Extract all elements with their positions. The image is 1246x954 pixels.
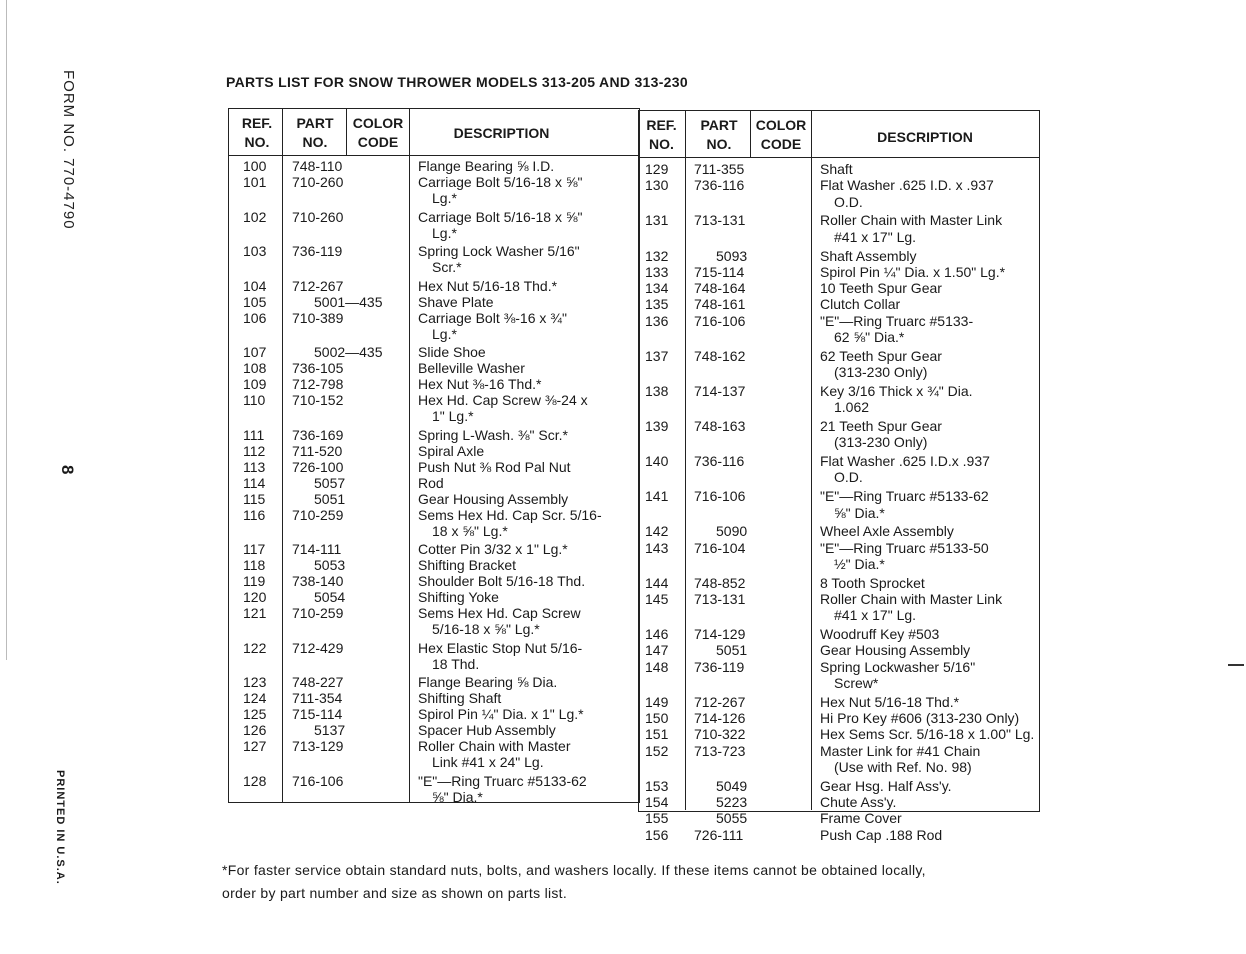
part-number: 5223 [716,794,748,811]
ref-number: 129 [645,161,669,177]
ref-number: 127 [243,738,267,754]
description-line: 8 Tooth Sprocket [820,574,925,591]
description-line: O.D. [834,193,863,210]
ref-number: 130 [645,177,669,194]
part-number: 712-267 [694,693,746,710]
part-number: 712-429 [292,639,344,656]
part-number: 716-106 [694,312,746,329]
part-number: 711-520 [292,442,343,459]
description-line: Lg.* [432,224,457,241]
part-number: 5001—435 [314,293,383,310]
description-line: Woodruff Key #503 [820,626,940,643]
part-number: 5090 [716,523,748,540]
header-part-line1: PART [700,117,738,133]
header-ref-line1: REF. [241,115,273,131]
ref-number: 113 [243,458,266,475]
part-number: 716-104 [694,539,746,556]
part-number: 748-110 [292,158,343,174]
footnote-line-2: order by part number and size as shown on parts list. [222,885,568,901]
ref-number: 126 [243,722,267,738]
description-line: 10 Teeth Spur Gear [820,280,942,297]
part-number: 711-354 [292,690,343,706]
header-color-line1: COLOR [755,117,807,133]
part-number: 710-322 [694,726,746,743]
ref-number: 124 [243,690,267,706]
ref-number: 122 [243,639,267,656]
part-number: 714-126 [694,710,746,727]
part-number: 5055 [716,810,748,827]
part-number: 710-259 [292,506,344,523]
description-line: Shifting Yoke [418,589,499,605]
ref-number: 135 [645,296,669,313]
description-line: Shaft Assembly [820,247,917,264]
part-number: 714-129 [694,626,746,643]
header-color-line1: COLOR [352,115,404,131]
description-line: Screw* [834,675,879,691]
ref-number: 137 [645,347,669,364]
ref-number: 143 [645,539,669,556]
header-ref-left [232,114,282,152]
part-number: 711-355 [694,161,745,177]
description-line: Shoulder Bolt 5/16-18 Thd. [418,573,586,589]
part-number: 710-152 [292,392,344,408]
description-line: Spring Lockwasher 5/16" [820,658,976,675]
description-line: Flat Washer .625 I.D. x .937 [820,177,994,194]
part-number: 748-161 [694,296,746,313]
ref-number: 114 [243,474,266,491]
ref-number: 142 [645,523,669,540]
description-line: 62 ⅝" Dia.* [834,329,905,345]
ref-number: 103 [243,243,267,259]
ref-number: 125 [243,706,267,722]
ref-number: 138 [645,382,669,399]
part-number: 736-119 [292,243,343,259]
part-number: 726-111 [694,826,744,843]
part-number: 712-267 [292,277,344,294]
page-number: 8 [58,465,77,475]
header-part-right [688,116,750,154]
part-number: 713-131 [694,212,746,229]
description-line: 62 Teeth Spur Gear [820,347,942,364]
description-line: Flat Washer .625 I.D.x .937 [820,453,990,470]
description-line: Master Link for #41 Chain [820,742,981,759]
ref-number: 102 [243,208,267,225]
part-number: 736-116 [694,177,745,194]
description-line: Carriage Bolt 5/16-18 x ⅝" [418,174,583,190]
description-line: Flange Bearing ⅝ Dia. [418,674,558,690]
part-number: 5057 [314,474,346,491]
header-ref-line2: NO. [649,136,674,152]
description-line: Hex Elastic Stop Nut 5/16- [418,639,583,656]
left-header-rule [228,155,639,156]
ref-number: 131 [645,212,669,229]
part-number: 716-106 [694,488,746,505]
ref-number: 153 [645,777,669,794]
ref-number: 133 [645,263,669,280]
part-number: 736-116 [694,453,745,470]
description-line: Spirol Pin ¼" Dia. x 1" Lg.* [418,706,584,722]
description-line: Flange Bearing ⅝ I.D. [418,158,555,174]
header-color-right [751,116,811,154]
description-line: Shave Plate [418,293,494,310]
header-color-left [347,114,409,152]
ref-number: 146 [645,626,669,643]
ref-number: 136 [645,312,669,329]
description-line: #41 x 17" Lg. [834,228,917,245]
ref-number: 118 [243,557,266,573]
description-line: "E"—Ring Truarc #5133-62 [418,772,587,789]
part-number: 710-259 [292,605,344,621]
description-line: Clutch Collar [820,296,901,313]
description-line: "E"—Ring Truarc #5133- [820,312,974,329]
description-line: Frame Cover [820,810,902,827]
ref-number: 115 [243,490,266,507]
ref-number: 116 [243,506,266,523]
ref-number: 151 [645,726,669,743]
ref-number: 123 [243,674,267,690]
part-number: 5002—435 [314,344,383,360]
ref-number: 145 [645,591,669,607]
part-number: 5137 [314,722,346,738]
description-line: Key 3/16 Thick x ¾" Dia. [820,382,973,399]
header-part-line1: PART [296,115,334,131]
description-line: (313-230 Only) [834,364,928,381]
description-line: Hex Nut ⅜-16 Thd.* [418,376,542,392]
description-line: Lg.* [432,190,457,206]
ref-number: 110 [243,392,266,408]
part-number: 715-114 [292,706,343,722]
part-number: 736-105 [292,360,344,376]
ref-number: 144 [645,574,669,591]
part-number: 716-106 [292,772,344,789]
description-line: (Use with Ref. No. 98) [834,759,972,775]
description-line: ⅝" Dia.* [834,504,885,521]
description-line: Rod [418,474,444,491]
ref-number: 100 [243,158,267,174]
part-number: 748-163 [694,418,746,434]
ref-number: 119 [243,573,266,589]
description-line: 5/16-18 x ⅝" Lg.* [432,621,540,637]
description-line: Gear Housing Assembly [820,642,971,659]
header-description-left: DESCRIPTION [453,125,550,141]
header-part-line2: NO. [706,136,732,152]
part-number: 713-131 [694,591,746,607]
part-number: 5049 [716,777,748,794]
description-line: Push Cap .188 Rod [820,826,943,843]
ref-number: 106 [243,309,267,326]
ref-number: 108 [243,360,267,376]
part-number: 710-389 [292,309,344,326]
part-number: 5093 [716,247,748,264]
form-number: FORM NO. 770-4790 [60,70,77,230]
description-line: 1" Lg.* [432,408,474,424]
ref-number: 154 [645,794,669,811]
description-line: Hi Pro Key #606 (313-230 Only) [820,710,1020,727]
ref-number: 156 [645,826,669,843]
description-line: Sems Hex Hd. Cap Scr. 5/16- [418,506,602,523]
description-line: 1.062 [834,399,870,416]
header-ref-line2: NO. [244,134,270,150]
ref-number: 105 [243,293,267,310]
part-number: 713-723 [694,742,746,759]
part-number: 713-129 [292,738,344,754]
ref-number: 121 [243,605,267,621]
part-number: 736-169 [292,426,344,443]
description-line: Gear Housing Assembly [418,490,569,507]
part-number: 748-162 [694,347,746,364]
ref-number: 128 [243,772,267,789]
description-line: Gear Hsg. Half Ass'y. [820,777,952,794]
description-line: Spring L-Wash. ⅜" Scr.* [418,426,568,443]
ref-number: 155 [645,810,669,827]
header-color-line2: CODE [357,134,399,150]
part-number: 736-119 [694,658,745,675]
ref-number: 149 [645,693,669,710]
description-line: Shifting Shaft [418,690,502,706]
part-number: 748-164 [694,280,746,297]
description-line: Hex Nut 5/16-18 Thd.* [418,277,558,294]
description-line: #41 x 17" Lg. [834,607,917,624]
page-title: PARTS LIST FOR SNOW THROWER MODELS 313-205 AND 313-230 [226,74,688,90]
right-col-rule-1 [685,110,686,810]
description-line: Link #41 x 24" Lg. [432,754,544,770]
description-line: Shifting Bracket [418,557,517,573]
ref-number: 120 [243,589,267,605]
description-line: Sems Hex Hd. Cap Screw [418,605,581,621]
ref-number: 141 [645,488,669,505]
description-line: Carriage Bolt ⅜-16 x ¾" [418,309,567,326]
part-number: 5051 [716,642,748,659]
part-number: 5053 [314,557,346,573]
description-line: Chute Ass'y. [820,794,897,811]
part-number: 738-140 [292,573,344,589]
description-line: Shaft [820,161,853,177]
part-number: 712-798 [292,376,344,392]
description-line: Carriage Bolt 5/16-18 x ⅝" [418,208,583,225]
header-ref-right [638,116,685,154]
description-line: Roller Chain with Master [418,738,571,754]
description-line: Cotter Pin 3/32 x 1" Lg.* [418,541,568,557]
ref-number: 140 [645,453,669,470]
right-header-rule [638,157,1039,158]
description-line: 21 Teeth Spur Gear [820,418,942,434]
part-number: 715-114 [694,263,745,280]
description-line: Lg.* [432,325,457,342]
description-line: Hex Hd. Cap Screw ⅜-24 x [418,392,588,408]
part-number: 714-111 [292,541,342,557]
header-part-line2: NO. [302,134,328,150]
description-line: Spring Lock Washer 5/16" [418,243,580,259]
description-line: "E"—Ring Truarc #5133-62 [820,488,989,505]
ref-number: 111 [243,426,265,443]
header-description-right: DESCRIPTION [877,129,973,145]
description-line: Wheel Axle Assembly [820,523,954,540]
part-number: 710-260 [292,174,344,190]
ref-number: 104 [243,277,267,294]
ref-number: 109 [243,376,267,392]
ref-number: 152 [645,742,669,759]
description-line: Roller Chain with Master Link [820,212,1003,229]
part-number: 748-227 [292,674,344,690]
right-col-rule-3 [811,110,812,810]
description-line: ⅝" Dia.* [432,788,483,805]
part-number: 714-137 [694,382,746,399]
ref-number: 112 [243,442,266,459]
description-line: Spacer Hub Assembly [418,722,556,738]
description-line: Hex Nut 5/16-18 Thd.* [820,693,960,710]
ref-number: 147 [645,642,669,659]
ref-number: 117 [243,541,266,557]
description-line: Spirol Pin ¼" Dia. x 1.50" Lg.* [820,263,1006,280]
description-line: ½" Dia.* [834,555,885,572]
description-line: Hex Sems Scr. 5/16-18 x 1.00" Lg. [820,726,1035,743]
part-number: 5054 [314,589,346,605]
left-col-rule-3 [409,108,410,802]
part-number: 5051 [314,490,346,507]
description-line: Roller Chain with Master Link [820,591,1003,607]
ref-number: 150 [645,710,669,727]
description-line: Belleville Washer [418,360,525,376]
description-line: 18 x ⅝" Lg.* [432,522,508,539]
description-line: (313-230 Only) [834,434,928,451]
part-number: 726-100 [292,458,344,475]
description-line: O.D. [834,469,863,486]
description-line: Slide Shoe [418,344,486,360]
description-line: "E"—Ring Truarc #5133-50 [820,539,989,556]
description-line: Spiral Axle [418,442,485,459]
header-ref-line1: REF. [646,117,677,133]
description-line: 18 Thd. [432,655,480,672]
ref-number: 139 [645,418,669,434]
description-line: Scr.* [432,259,462,275]
header-part-left [284,114,346,152]
part-number: 710-260 [292,208,344,225]
ref-number: 132 [645,247,669,264]
ref-number: 134 [645,280,669,297]
part-number: 748-852 [694,574,746,591]
header-color-line2: CODE [760,136,802,152]
ref-number: 101 [243,174,267,190]
ref-number: 107 [243,344,267,360]
printed-in-label: PRINTED IN U.S.A. [54,770,66,885]
description-line: Push Nut ⅜ Rod Pal Nut [418,458,571,475]
ref-number: 148 [645,658,669,675]
footnote-line-1: *For faster service obtain standard nuts, bolts, and washers locally. If these items cannot be obtained locally, [222,862,926,878]
